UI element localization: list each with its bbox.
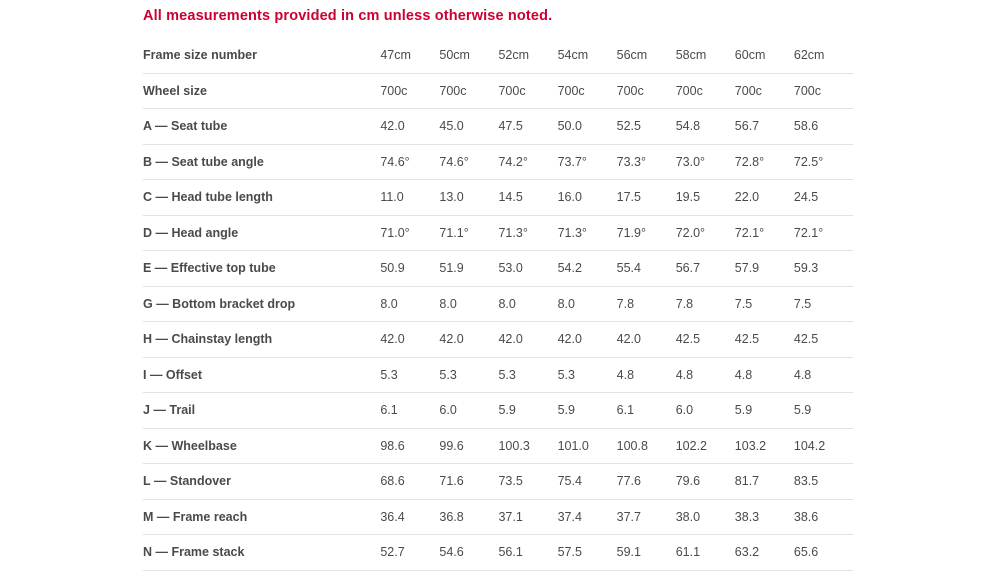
table-row [143,357,853,393]
table-cell: 45.0 [439,109,498,145]
table-cell: 7.8 [617,286,676,322]
table-cell: 62cm [794,38,853,73]
table-cell: 98.6 [378,428,439,464]
table-cell: 56cm [617,38,676,73]
table-row-label: A — Seat tube [143,109,378,145]
table-cell: 68.6 [378,464,439,500]
table-row-label: L — Standover [143,464,378,500]
table-cell: 42.5 [794,322,853,358]
table-cell: 71.6 [439,464,498,500]
table-cell: 6.1 [617,393,676,429]
table-row [143,180,853,216]
table-cell: 75.4 [558,464,617,500]
table-cell: 4.8 [735,357,794,393]
table-cell: 24.5 [794,180,853,216]
table-cell: 53.0 [498,251,557,287]
table-cell: 57.5 [558,535,617,571]
table-cell: 700c [498,73,557,109]
table-cell: 72.1° [794,215,853,251]
table-row [143,73,853,109]
table-cell: 58.6 [794,109,853,145]
table-cell: 38.6 [794,499,853,535]
table-cell: 50cm [439,38,498,73]
table-cell: 13.0 [439,180,498,216]
table-cell: 36.8 [439,499,498,535]
table-row-label: I — Offset [143,357,378,393]
table-cell: 4.8 [676,357,735,393]
table-cell: 72.5° [794,144,853,180]
table-cell: 7.5 [794,286,853,322]
table-row-label: D — Head angle [143,215,378,251]
table-row-label: H — Chainstay length [143,322,378,358]
table-row [143,144,853,180]
table-cell: 8.0 [498,286,557,322]
table-cell: 36.4 [378,499,439,535]
table-cell: 7.5 [735,286,794,322]
table-cell: 71.1° [439,215,498,251]
table-row-label: K — Wheelbase [143,428,378,464]
table-cell: 5.3 [439,357,498,393]
geometry-table-container [143,38,853,571]
table-cell: 58cm [676,38,735,73]
table-cell: 42.5 [676,322,735,358]
table-cell: 59.3 [794,251,853,287]
table-cell: 42.0 [617,322,676,358]
table-cell: 700c [735,73,794,109]
table-cell: 77.6 [617,464,676,500]
table-cell: 700c [794,73,853,109]
table-cell: 71.9° [617,215,676,251]
table-row-label: Wheel size [143,73,378,109]
table-cell: 79.6 [676,464,735,500]
table-cell: 8.0 [558,286,617,322]
table-cell: 8.0 [378,286,439,322]
table-cell: 5.3 [378,357,439,393]
table-cell: 37.7 [617,499,676,535]
table-cell: 56.7 [676,251,735,287]
table-cell: 11.0 [378,180,439,216]
table-cell: 65.6 [794,535,853,571]
table-cell: 17.5 [617,180,676,216]
table-cell: 6.0 [676,393,735,429]
table-row [143,535,853,571]
table-row [143,286,853,322]
table-cell: 104.2 [794,428,853,464]
table-cell: 6.0 [439,393,498,429]
table-row [143,215,853,251]
table-cell: 42.0 [558,322,617,358]
table-cell: 81.7 [735,464,794,500]
table-row [143,464,853,500]
table-cell: 5.3 [498,357,557,393]
table-cell: 14.5 [498,180,557,216]
table-row-label: G — Bottom bracket drop [143,286,378,322]
table-row [143,38,853,73]
table-cell: 700c [617,73,676,109]
table-cell: 56.7 [735,109,794,145]
table-cell: 100.3 [498,428,557,464]
table-cell: 47cm [378,38,439,73]
table-cell: 72.1° [735,215,794,251]
table-cell: 51.9 [439,251,498,287]
table-cell: 38.3 [735,499,794,535]
table-cell: 42.0 [378,109,439,145]
table-cell: 700c [439,73,498,109]
table-cell: 63.2 [735,535,794,571]
table-cell: 72.8° [735,144,794,180]
table-cell: 74.2° [498,144,557,180]
table-row-label: Frame size number [143,38,378,73]
table-cell: 54.6 [439,535,498,571]
table-cell: 71.0° [378,215,439,251]
table-cell: 54.8 [676,109,735,145]
table-cell: 42.0 [498,322,557,358]
table-cell: 47.5 [498,109,557,145]
table-cell: 22.0 [735,180,794,216]
table-cell: 37.1 [498,499,557,535]
table-row [143,251,853,287]
table-cell: 54.2 [558,251,617,287]
table-cell: 7.8 [676,286,735,322]
table-cell: 5.3 [558,357,617,393]
table-cell: 72.0° [676,215,735,251]
table-cell: 38.0 [676,499,735,535]
table-row [143,393,853,429]
table-cell: 6.1 [378,393,439,429]
table-cell: 700c [378,73,439,109]
table-cell: 5.9 [558,393,617,429]
table-cell: 60cm [735,38,794,73]
table-row-label: B — Seat tube angle [143,144,378,180]
table-cell: 52.7 [378,535,439,571]
table-cell: 52.5 [617,109,676,145]
table-cell: 42.0 [378,322,439,358]
measurement-units-notice: All measurements provided in cm unless otherwise noted. [143,8,553,24]
table-cell: 4.8 [794,357,853,393]
table-cell: 37.4 [558,499,617,535]
table-cell: 71.3° [558,215,617,251]
table-cell: 74.6° [378,144,439,180]
table-row [143,499,853,535]
table-cell: 73.5 [498,464,557,500]
table-cell: 55.4 [617,251,676,287]
table-cell: 73.7° [558,144,617,180]
table-cell: 42.0 [439,322,498,358]
table-cell: 71.3° [498,215,557,251]
table-row-label: N — Frame stack [143,535,378,571]
table-cell: 102.2 [676,428,735,464]
table-cell: 5.9 [735,393,794,429]
table-cell: 50.9 [378,251,439,287]
table-cell: 16.0 [558,180,617,216]
table-row-label: M — Frame reach [143,499,378,535]
geometry-table-body [143,38,853,570]
table-cell: 101.0 [558,428,617,464]
table-cell: 4.8 [617,357,676,393]
table-cell: 100.8 [617,428,676,464]
table-cell: 50.0 [558,109,617,145]
table-row-label: C — Head tube length [143,180,378,216]
table-cell: 103.2 [735,428,794,464]
table-cell: 52cm [498,38,557,73]
table-cell: 56.1 [498,535,557,571]
table-row [143,428,853,464]
table-row-label: J — Trail [143,393,378,429]
table-cell: 74.6° [439,144,498,180]
table-cell: 61.1 [676,535,735,571]
table-row [143,322,853,358]
table-cell: 700c [558,73,617,109]
table-cell: 73.3° [617,144,676,180]
table-cell: 5.9 [498,393,557,429]
table-cell: 83.5 [794,464,853,500]
table-cell: 700c [676,73,735,109]
geometry-table [143,38,853,571]
table-row-label: E — Effective top tube [143,251,378,287]
table-cell: 73.0° [676,144,735,180]
table-row [143,109,853,145]
table-cell: 57.9 [735,251,794,287]
table-cell: 99.6 [439,428,498,464]
table-cell: 54cm [558,38,617,73]
table-cell: 19.5 [676,180,735,216]
table-cell: 8.0 [439,286,498,322]
table-cell: 59.1 [617,535,676,571]
table-cell: 5.9 [794,393,853,429]
table-cell: 42.5 [735,322,794,358]
